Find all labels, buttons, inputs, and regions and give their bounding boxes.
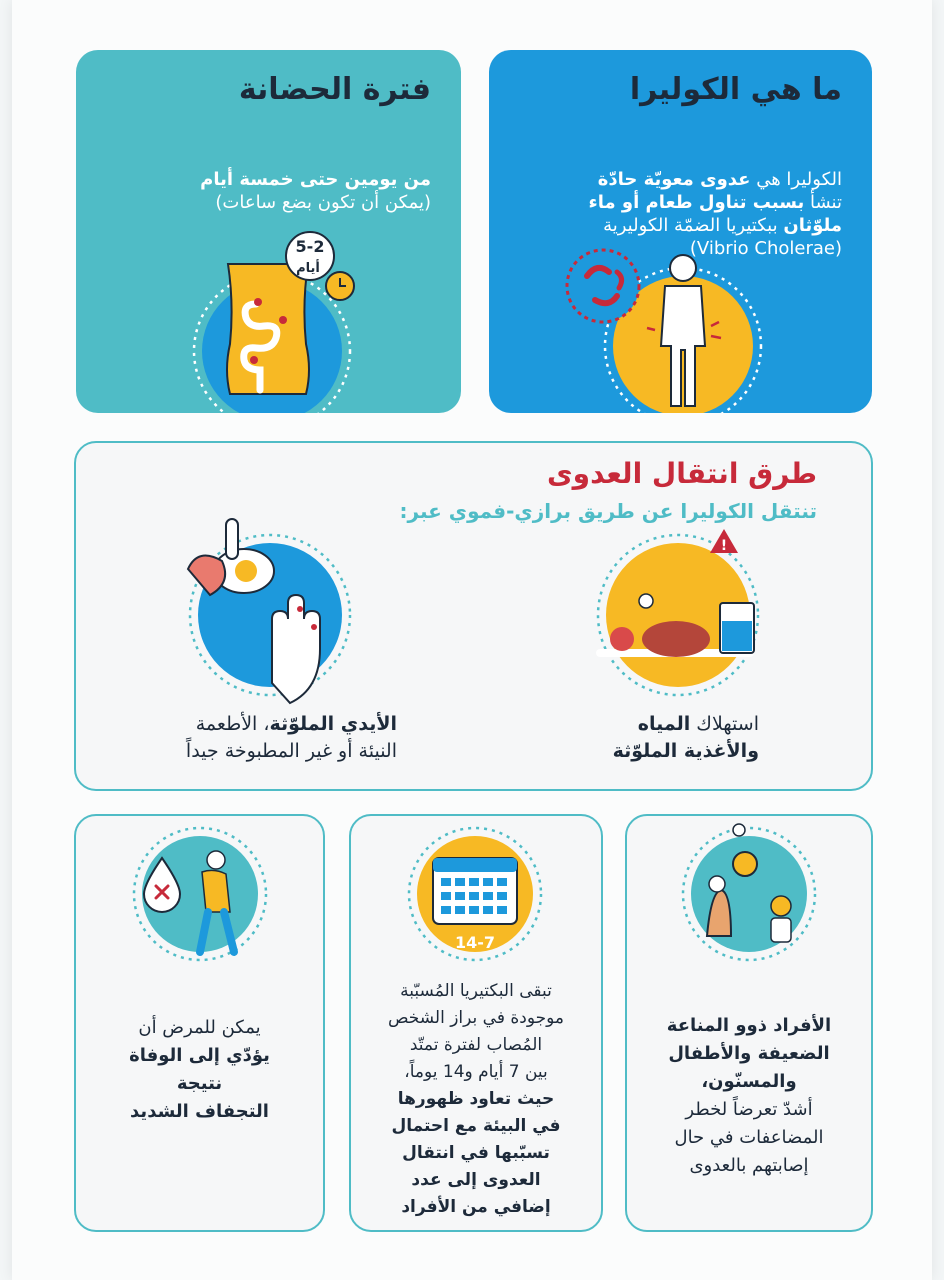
cholera-line-2: تنشأ بسبب تناول طعام أو ماء — [588, 192, 842, 213]
risk-groups-text — [627, 1012, 871, 1180]
bacteria-circle — [567, 250, 639, 322]
bacteria-line-9: إضافي من الأفراد — [401, 1197, 551, 1217]
child-head — [771, 896, 791, 916]
route-hands-line-2: النيئة أو غير المطبوخة جيداً — [185, 740, 397, 762]
thermometer-icon — [226, 519, 238, 559]
sick-person-illustration — [489, 50, 872, 413]
what-is-cholera-title: ما هي الكوليرا — [629, 72, 842, 107]
days-badge-range: 5-2 — [295, 237, 325, 256]
route-water-line-2: والأغذية الملوّثة — [612, 740, 759, 762]
cholera-line-3: ملوّثان ببكتيريا الضمّة الكوليرية — [603, 215, 842, 236]
risk-line-3: والمسنّون، — [701, 1071, 797, 1092]
calendar-days — [441, 878, 507, 914]
death-line-4: التجفاف الشديد — [130, 1101, 269, 1122]
death-line-2: يؤدّي إلى الوفاة — [129, 1045, 270, 1066]
route-water-text — [613, 711, 759, 765]
what-is-cholera-card — [489, 50, 872, 413]
germ-dot — [297, 606, 303, 612]
transmission-section — [74, 441, 873, 791]
person-head — [207, 851, 225, 869]
transmission-subtitle: تنتقل الكوليرا عن طريق برازي-فموي عبر: — [399, 499, 817, 523]
risk-line-6: إصابتهم بالعدوى — [689, 1155, 809, 1176]
contaminated-food-water-illustration — [598, 529, 758, 695]
death-line-1: يمكن للمرض أن — [138, 1017, 261, 1038]
bacteria-line-5: حيث تعاود ظهورها — [397, 1089, 555, 1109]
bacteria-persistence-text — [351, 978, 601, 1221]
warning-mark: ! — [720, 538, 728, 554]
risk-line-1: الأفراد ذوو المناعة — [666, 1015, 832, 1036]
days-badge-unit: أيام — [296, 261, 320, 276]
bacteria-line-1: تبقى البكتيريا المُسبّبة — [400, 981, 552, 1001]
meat-icon — [642, 621, 710, 657]
incubation-title: فترة الحضانة — [238, 72, 431, 107]
dehydration-death-text — [76, 1014, 323, 1126]
wheelchair-icon — [733, 852, 757, 876]
egg-yolk — [235, 560, 257, 582]
incubation-line-2: (يمكن أن تكون بضع ساعات) — [215, 192, 431, 213]
child-icon — [771, 918, 791, 942]
wheelchair-person-head — [733, 824, 745, 836]
calendar-range-label: 14-7 — [454, 933, 496, 952]
transmission-title: طرق انتقال العدوى — [547, 457, 817, 490]
bacteria-line-2: موجودة في براز الشخص — [387, 1008, 565, 1028]
bacteria-persistence-card — [349, 814, 603, 1232]
route-hands-text — [186, 711, 397, 765]
incubation-period-card — [76, 50, 461, 413]
tomato-icon — [610, 627, 634, 651]
infection-dot — [254, 298, 262, 306]
chicken-leg-icon — [188, 556, 225, 595]
germ-dot-2 — [311, 624, 317, 630]
contaminated-hands-illustration — [188, 519, 350, 703]
fly-icon — [639, 594, 653, 608]
weak-person-icon — [202, 870, 230, 912]
death-line-3: نتيجة — [176, 1073, 223, 1094]
cholera-line-1: الكوليرا هي عدوى معويّة حادّة — [597, 169, 842, 190]
intestine-illustration — [76, 50, 461, 413]
hand-icon — [272, 595, 320, 703]
infection-dot-2 — [279, 316, 287, 324]
dehydration-illustration — [76, 816, 327, 976]
route-water-line-1: استهلاك المياه — [637, 713, 759, 735]
water-icon — [722, 621, 752, 651]
risk-line-5: المضاعفات في حال — [674, 1127, 824, 1148]
dehydration-death-card — [74, 814, 325, 1232]
calendar-illustration — [351, 816, 605, 976]
bacteria-line-4: بين 7 أيام و14 يوماً، — [404, 1062, 548, 1082]
route-hands-line-1: الأيدي الملوّثة، الأطعمة — [195, 713, 397, 735]
risk-line-4: أشدّ تعرضاً لخطر — [685, 1099, 813, 1120]
vulnerable-people-illustration — [627, 816, 875, 976]
bacteria-line-7: تسبّبها في انتقال — [402, 1143, 550, 1163]
person-head — [670, 255, 696, 281]
bacteria-line-8: العدوى إلى عدد — [411, 1170, 541, 1190]
elderly-head — [709, 876, 725, 892]
cholera-line-4: (Vibrio Cholerae) — [689, 238, 842, 259]
infection-dot-3 — [250, 356, 258, 364]
incubation-line-1: من يومين حتى خمسة أيام — [200, 169, 431, 190]
risk-line-2: الضعيفة والأطفال — [668, 1043, 830, 1064]
risk-groups-card — [625, 814, 873, 1232]
bacteria-line-3: المُصاب لفترة تمتّد — [409, 1035, 543, 1055]
bacteria-line-6: في البيئة مع احتمال — [391, 1116, 561, 1136]
calendar-header — [433, 858, 517, 872]
